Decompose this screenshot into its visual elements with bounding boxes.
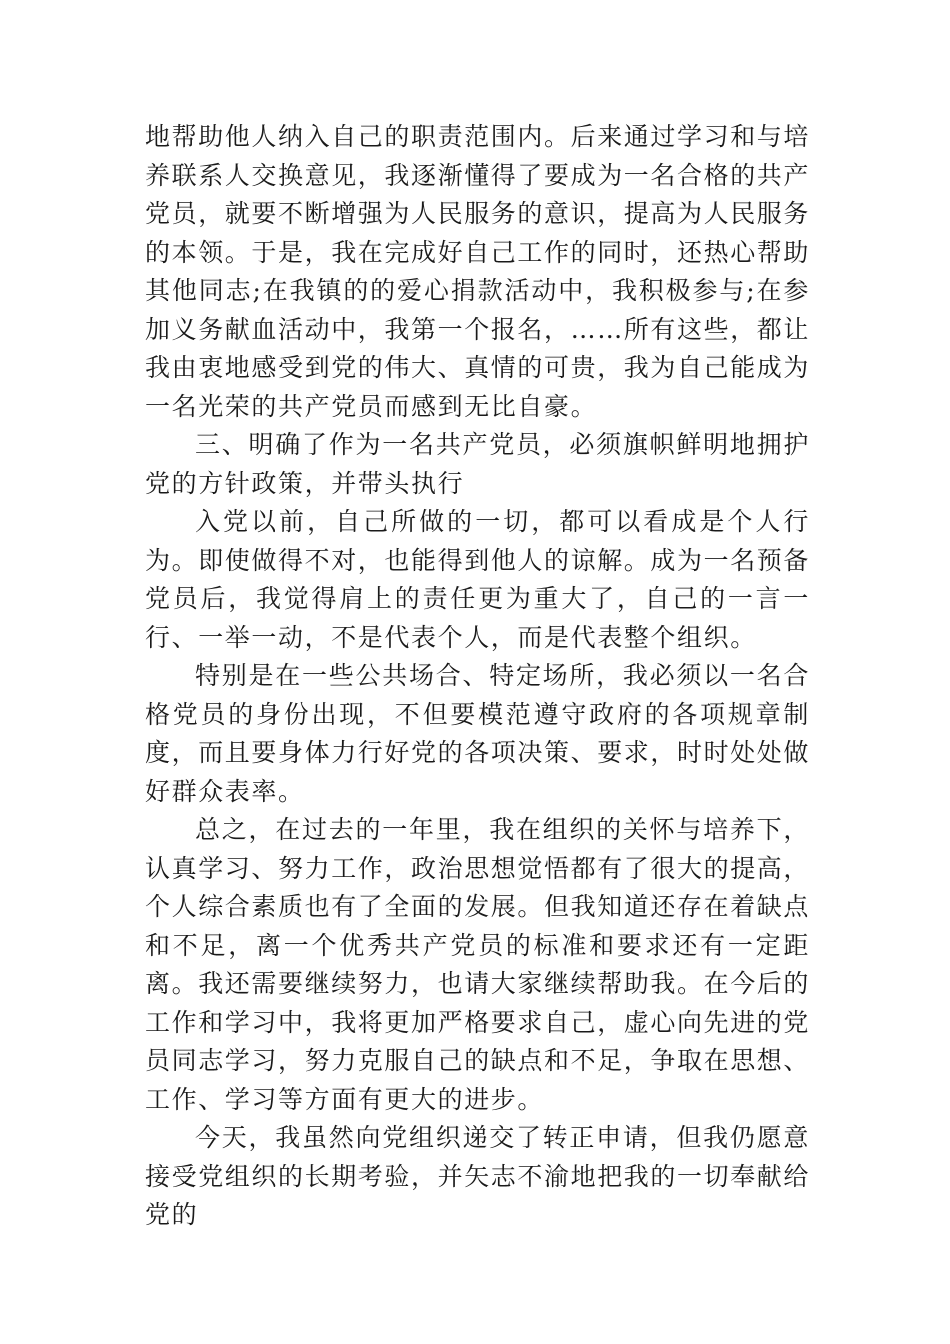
section-heading-three: 三、明确了作为一名共产党员，必须旗帜鲜明地拥护党的方针政策，并带头执行 [145, 430, 810, 498]
paragraph-public-places: 特别是在一些公共场合、特定场所，我必须以一名合格党员的身份出现，不但要模范遵守政府的各项规章制度，而且要身体力行好党的各项决策、要求，时时处处做好群众表率。 [145, 661, 811, 806]
paragraph-summary: 总之，在过去的一年里，我在组织的关怀与培养下，认真学习、努力工作，政治思想觉悟都有了很大的提高，个人综合素质也有了全面的发展。但我知道还存在着缺点和不足，离一个优秀共产党员的标准和要求还有一定距离。我还需要继续努力，也请大家继续帮助我。在今后的工作和学习中，我将更加严格要求自己，虚心向先进的党员同志学习，努力克服自己的缺点和不足，争取在思想、工作、学习等方面有更大的进步。 [145, 815, 811, 1114]
paragraph-today: 今天，我虽然向党组织递交了转正申请，但我仍愿意接受党组织的长期考验，并矢志不渝地把我的一切奉献给党的 [145, 1123, 811, 1229]
paragraph-continuation: 地帮助他人纳入自己的职责范围内。后来通过学习和与培养联系人交换意见，我逐渐懂得了要成为一名合格的共产党员，就要不断增强为人民服务的意识，提高为人民服务的本领。于是，我在完成好自己工作的同时，还热心帮助其他同志;在我镇的的爱心捐款活动中，我积极参与;在参加义务献血活动中，我第一个报名，……所有这些，都让我由衷地感受到党的伟大、真情的可贵，我为自己能成为一名光荣的共产党员而感到无比自豪。 [145, 122, 811, 421]
paragraph-before-joining: 入党以前，自己所做的一切，都可以看成是个人行为。即使做得不对，也能得到他人的谅解。成为一名预备党员后，我觉得肩上的责任更为重大了，自己的一言一行、一举一动，不是代表个人，而是代表整个组织。 [145, 507, 811, 652]
document-page [145, 118, 810, 1235]
